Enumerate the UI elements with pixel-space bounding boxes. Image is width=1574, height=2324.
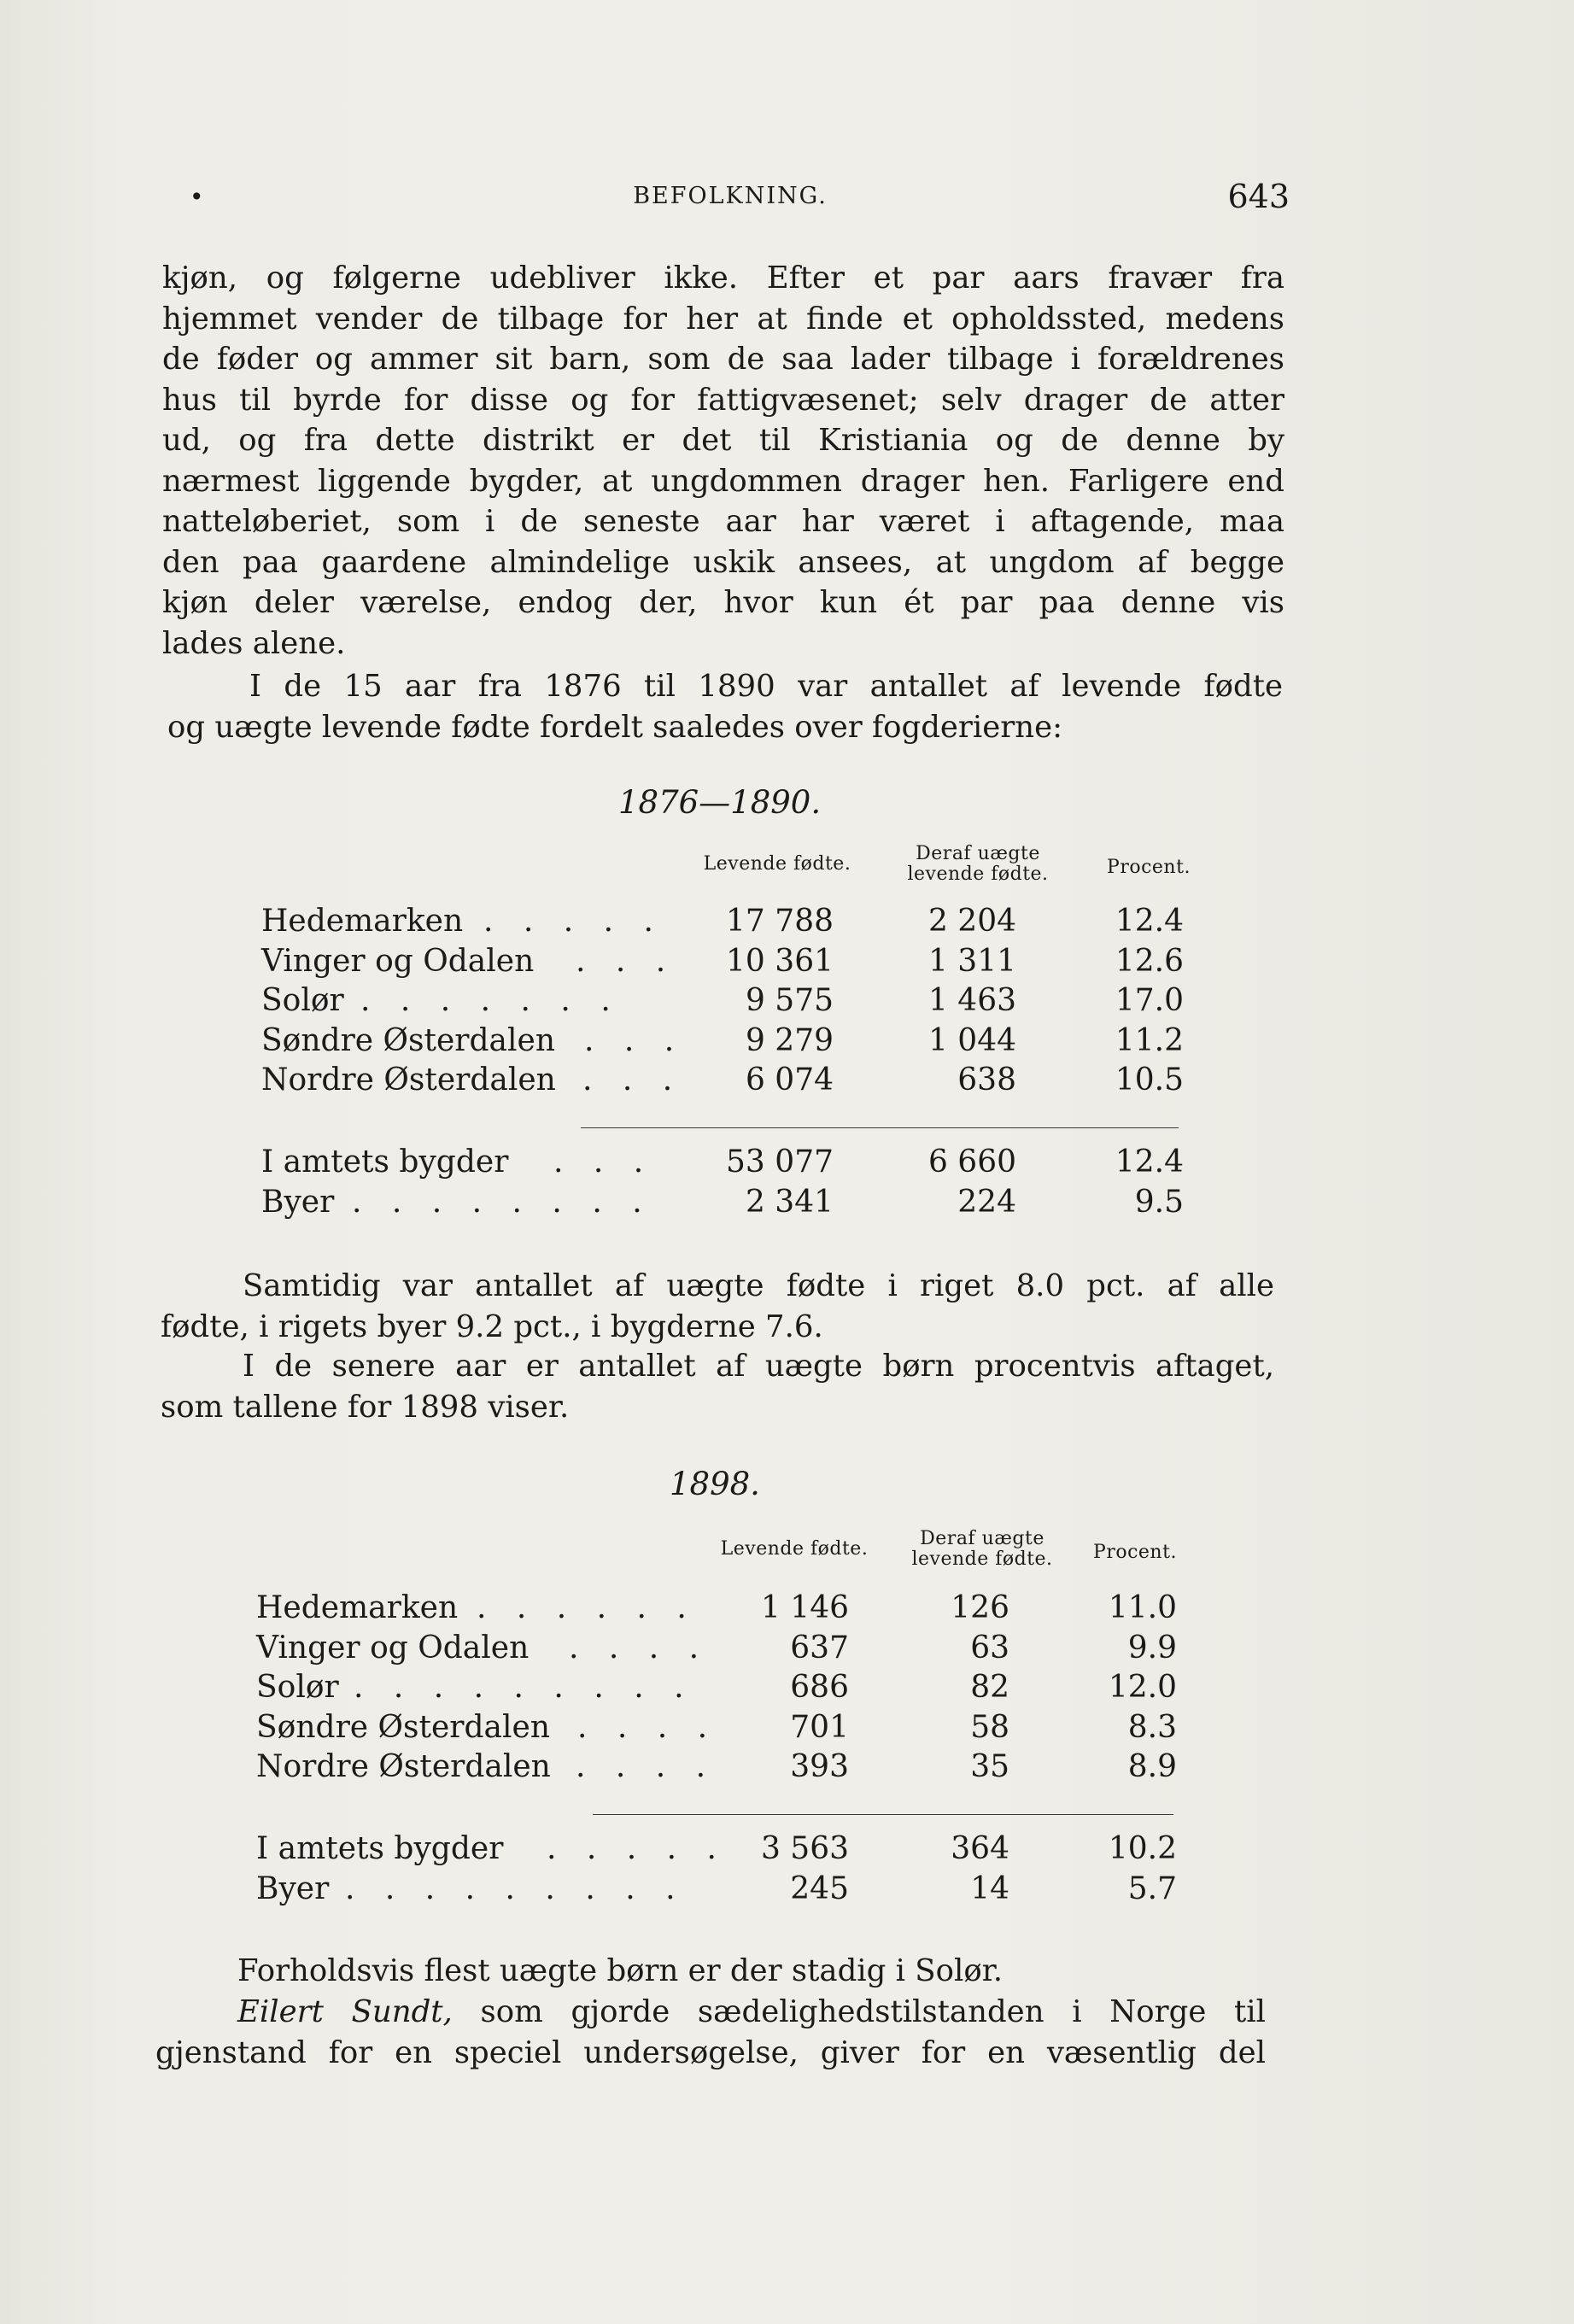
page-number: 643 xyxy=(1227,178,1290,215)
table-1-col-procent: Procent. xyxy=(1107,857,1191,878)
table-row xyxy=(256,1831,1187,1870)
leader-dots: . . . xyxy=(582,1062,683,1098)
cell-uaegte: 6 660 xyxy=(927,1144,1016,1180)
leader-dots: . . . . . . . xyxy=(360,983,621,1018)
text-line: I de 15 aar fra 1876 til 1890 var antallet af levende fødte xyxy=(249,669,1283,704)
cell-levende: 245 xyxy=(790,1870,849,1906)
table-row xyxy=(261,1023,1201,1062)
table-1-col-levende: Levende fødte. xyxy=(703,853,851,875)
cell-procent: 10.2 xyxy=(1108,1831,1177,1866)
row-label: Byer xyxy=(256,1870,330,1906)
cell-procent: 10.5 xyxy=(1115,1062,1184,1098)
table-2-total-rule xyxy=(593,1814,1173,1815)
row-label: Nordre Østerdalen xyxy=(256,1749,551,1784)
paragraph-3 xyxy=(161,1266,1274,1347)
leader-dots: . . . . . . . . . xyxy=(354,1670,694,1705)
table-1-title: 1876—1890. xyxy=(618,784,822,821)
cell-levende: 3 563 xyxy=(760,1831,849,1866)
paragraph-1 xyxy=(162,258,1284,664)
cell-uaegte: 1 311 xyxy=(927,943,1016,979)
cell-levende: 9 279 xyxy=(745,1022,834,1058)
text-line: Forholdsvis flest uægte børn er der stadig i Solør. xyxy=(237,1953,1003,1988)
cell-levende: 637 xyxy=(790,1630,849,1665)
text-line: og uægte levende fødte fordelt saaledes over fogderierne: xyxy=(167,709,1063,745)
cell-uaegte: 364 xyxy=(951,1831,1009,1866)
leader-dots: . . . . . xyxy=(483,904,664,939)
table-1-col-deraf xyxy=(888,844,1068,885)
cell-levende: 1 146 xyxy=(760,1590,849,1625)
cell-procent: 17.0 xyxy=(1115,983,1184,1018)
text-line: natteløberiet, som i de seneste aar har været i aftagende, maa xyxy=(162,504,1284,539)
cell-uaegte: 35 xyxy=(970,1749,1009,1784)
table-row xyxy=(261,944,1201,983)
text-line: kjøn, og følgerne udebliver ikke. Efter et par aars fravær fra xyxy=(162,260,1284,296)
header-bullet: • xyxy=(190,183,204,211)
row-label: Solør xyxy=(261,983,344,1018)
text-line: ud, og fra dette distrikt er det til Kristiania og de denne by xyxy=(162,423,1284,458)
table-row xyxy=(261,904,1201,943)
paragraph-6 xyxy=(155,1992,1266,2073)
cell-procent: 9.5 xyxy=(1134,1184,1184,1220)
row-label: Søndre Østerdalen xyxy=(256,1709,551,1745)
row-label: Søndre Østerdalen xyxy=(261,1022,556,1058)
text-line: nærmest liggende bygder, at ungdommen drager hen. Farligere end xyxy=(162,463,1284,499)
text-line: den paa gaardene almindelige uskik ansees, at ungdom af begge xyxy=(162,544,1284,580)
leader-dots: . . . . . xyxy=(547,1831,727,1866)
row-label: Solør xyxy=(256,1670,339,1705)
cell-procent: 11.0 xyxy=(1108,1590,1177,1625)
row-label: I amtets bygder xyxy=(261,1144,509,1180)
leader-dots: . . . . . . . . xyxy=(352,1184,652,1220)
table-row xyxy=(261,1185,1201,1224)
cell-uaegte: 224 xyxy=(957,1184,1016,1220)
text-line: som tallene for 1898 viser. xyxy=(161,1389,570,1425)
table-row xyxy=(256,1630,1187,1670)
leader-dots: . . . . . . xyxy=(477,1590,697,1625)
text-line: I de senere aar er antallet af uægte børn procentvis aftaget, xyxy=(243,1349,1274,1384)
cell-uaegte: 1 463 xyxy=(927,983,1016,1018)
table-1-total-rule xyxy=(581,1127,1179,1128)
cell-procent: 12.4 xyxy=(1115,904,1184,939)
text-line: Samtidig var antallet af uægte fødte i riget 8.0 pct. af alle xyxy=(243,1268,1274,1303)
table-row xyxy=(256,1749,1187,1788)
table-2-title: 1898. xyxy=(670,1466,760,1502)
paragraph-5 xyxy=(237,1951,1262,1992)
cell-procent: 9.9 xyxy=(1127,1630,1177,1665)
cell-procent: 5.7 xyxy=(1127,1870,1177,1906)
running-title: BEFOLKNING. xyxy=(633,183,828,209)
cell-procent: 12.4 xyxy=(1115,1144,1184,1180)
table-2-col-deraf xyxy=(892,1529,1072,1570)
table-2-col-procent: Procent. xyxy=(1093,1542,1177,1563)
col-deraf-line2: levende fødte. xyxy=(907,863,1049,885)
cell-procent: 11.2 xyxy=(1115,1022,1184,1058)
col-deraf-line1: Deraf uægte xyxy=(916,843,1040,864)
cell-levende: 17 788 xyxy=(726,904,834,939)
cell-levende: 2 341 xyxy=(745,1184,834,1220)
cell-uaegte: 2 204 xyxy=(927,904,1016,939)
leader-dots: . . . xyxy=(553,1144,654,1180)
text-line: fødte, i rigets byer 9.2 pct., i bygderne 7.6. xyxy=(161,1308,823,1344)
cell-uaegte: 1 044 xyxy=(927,1022,1016,1058)
row-label: Vinger og Odalen xyxy=(256,1630,530,1665)
paragraph-2 xyxy=(167,666,1283,747)
cell-levende: 701 xyxy=(790,1709,849,1745)
cell-uaegte: 126 xyxy=(951,1590,1009,1625)
cell-levende: 6 074 xyxy=(745,1062,834,1098)
table-2-col-levende: Levende fødte. xyxy=(720,1538,869,1560)
leader-dots: . . . . xyxy=(569,1630,710,1665)
cell-uaegte: 82 xyxy=(970,1670,1009,1705)
text-line xyxy=(155,1992,1266,2033)
cell-levende: 686 xyxy=(790,1670,849,1705)
table-row xyxy=(256,1871,1187,1911)
table-row xyxy=(261,983,1201,1022)
row-label: Vinger og Odalen xyxy=(261,943,535,979)
row-label: Nordre Østerdalen xyxy=(261,1062,556,1098)
cell-uaegte: 638 xyxy=(957,1062,1016,1098)
cell-uaegte: 14 xyxy=(970,1870,1009,1906)
col-deraf-line2: levende fødte. xyxy=(911,1548,1053,1570)
text-line: lades alene. xyxy=(162,625,346,661)
author-name: Eilert Sundt, xyxy=(237,1994,453,2029)
table-row xyxy=(261,1144,1201,1184)
row-label: Byer xyxy=(261,1184,335,1220)
cell-levende: 10 361 xyxy=(726,943,834,979)
leader-dots: . . . xyxy=(584,1022,685,1058)
row-label: I amtets bygder xyxy=(256,1831,504,1866)
text-line: hus til byrde for disse og for fattigvæsenet; selv drager de atter xyxy=(162,382,1284,418)
cell-uaegte: 63 xyxy=(970,1630,1009,1665)
cell-uaegte: 58 xyxy=(970,1709,1009,1745)
leader-dots: . . . . xyxy=(577,1709,718,1745)
col-deraf-line1: Deraf uægte xyxy=(920,1528,1044,1549)
cell-procent: 12.6 xyxy=(1115,943,1184,979)
leader-dots: . . . . xyxy=(576,1749,717,1784)
text-line: de føder og ammer sit barn, som de saa lader tilbage i forældrenes xyxy=(162,342,1284,377)
cell-procent: 8.3 xyxy=(1127,1709,1177,1745)
row-label: Hedemarken xyxy=(261,904,464,939)
table-row xyxy=(256,1670,1187,1709)
cell-procent: 8.9 xyxy=(1127,1749,1177,1784)
page-header xyxy=(171,178,1290,220)
cell-levende: 53 077 xyxy=(726,1144,834,1180)
row-label: Hedemarken xyxy=(256,1590,459,1625)
paragraph-4 xyxy=(161,1346,1274,1427)
text-line: kjøn deler værelse, endog der, hvor kun ét par paa denne vis xyxy=(162,585,1284,620)
cell-levende: 393 xyxy=(790,1749,849,1784)
table-row xyxy=(256,1590,1187,1630)
text-fragment: som gjorde sædelighedstilstanden i Norge til xyxy=(480,1994,1266,2029)
text-line: gjenstand for en speciel undersøgelse, giver for en væsentlig del xyxy=(155,2034,1266,2070)
cell-procent: 12.0 xyxy=(1108,1670,1177,1705)
table-row xyxy=(256,1710,1187,1749)
leader-dots: . . . xyxy=(576,943,676,979)
text-line: hjemmet vender de tilbage for her at finde et opholdssted, medens xyxy=(162,301,1284,337)
table-row xyxy=(261,1062,1201,1102)
leader-dots: . . . . . . . . . xyxy=(345,1870,686,1906)
cell-levende: 9 575 xyxy=(745,983,834,1018)
